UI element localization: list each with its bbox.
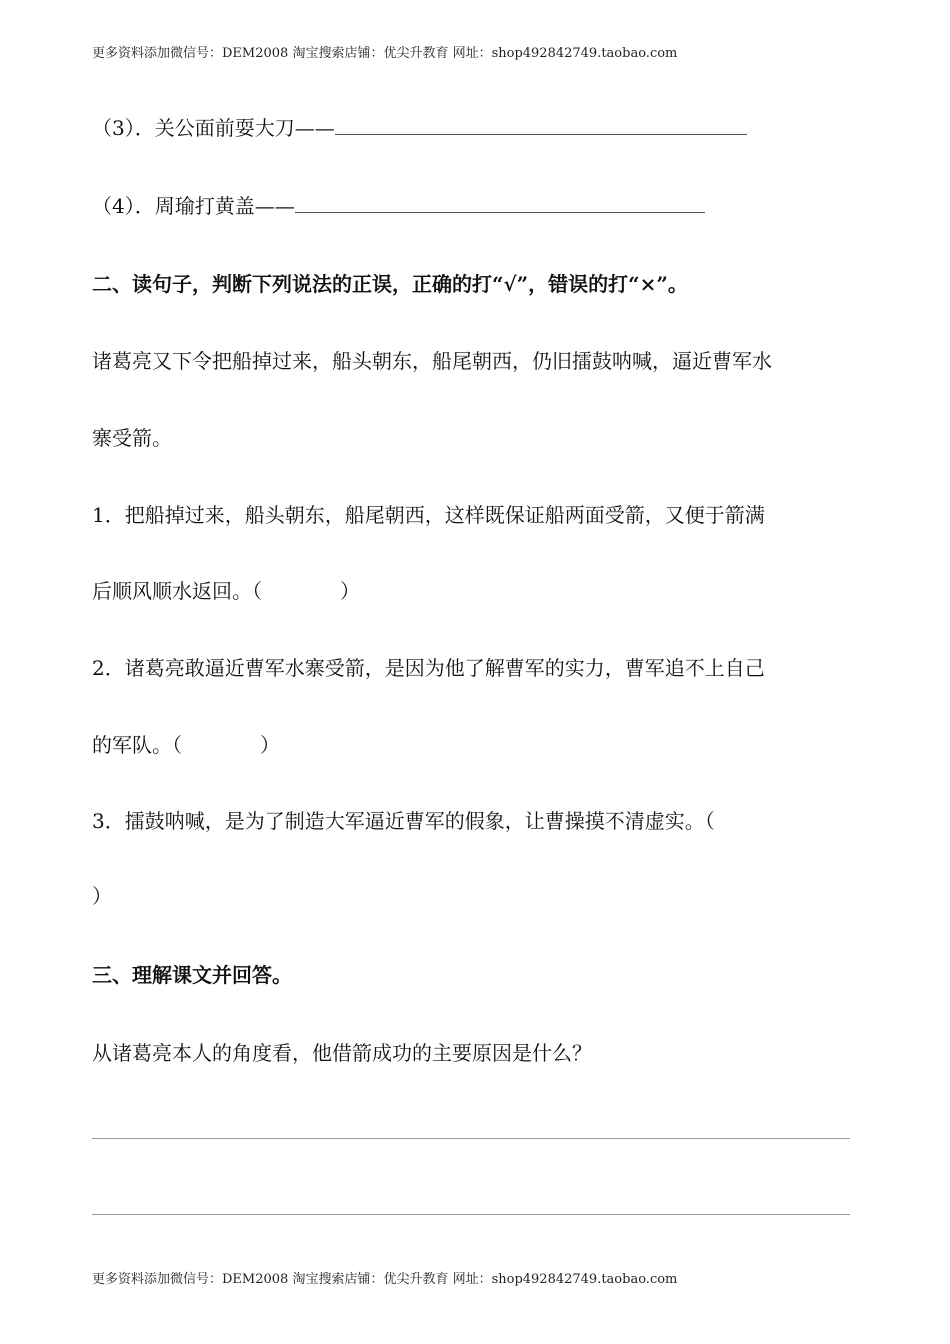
passage-line-1: 诸葛亮又下令把船掉过来，船头朝东，船尾朝西，仍旧擂鼓呐喊，逼近曹军水	[92, 349, 772, 373]
question-1-line-1: 1．把船掉过来，船头朝东，船尾朝西，这样既保证船两面受箭，又便于箭满	[92, 503, 765, 527]
section-2-title: 二、读句子，判断下列说法的正误，正确的打“√”，错误的打“×”。	[92, 272, 688, 296]
idiom-item-3	[92, 114, 747, 142]
question-3-close-paren: ）	[92, 884, 112, 908]
idiom-item-4-blank[interactable]	[295, 194, 705, 213]
question-1-text: 后顺风顺水返回。（	[92, 579, 262, 603]
question-2-line-2	[92, 731, 280, 759]
question-1-line-2	[92, 577, 360, 605]
page-header: 更多资料添加微信号：DEM2008 淘宝搜索店铺：优尖升教育 网址：shop492842749.taobao.com	[92, 46, 678, 61]
question-2-close-paren: ）	[260, 733, 280, 757]
idiom-item-3-blank[interactable]	[335, 116, 747, 135]
answer-line-1[interactable]	[92, 1138, 850, 1139]
page-footer: 更多资料添加微信号：DEM2008 淘宝搜索店铺：优尖升教育 网址：shop492842749.taobao.com	[92, 1272, 678, 1287]
idiom-item-3-text: （3）．关公面前耍大刀——	[92, 116, 335, 140]
passage-line-2: 寨受箭。	[92, 426, 172, 450]
idiom-item-4	[92, 192, 705, 220]
question-2-line-1: 2．诸葛亮敢逼近曹军水寨受箭，是因为他了解曹军的实力，曹军追不上自己	[92, 656, 765, 680]
section-3-question: 从诸葛亮本人的角度看，他借箭成功的主要原因是什么？	[92, 1041, 592, 1065]
question-3-line-1: 3．擂鼓呐喊，是为了制造大军逼近曹军的假象，让曹操摸不清虚实。（	[92, 809, 715, 833]
idiom-item-4-text: （4）．周瑜打黄盖——	[92, 194, 295, 218]
section-3-title: 三、理解课文并回答。	[92, 963, 292, 987]
question-1-close-paren: ）	[340, 579, 360, 603]
question-2-text: 的军队。（	[92, 733, 182, 757]
answer-line-2[interactable]	[92, 1214, 850, 1215]
